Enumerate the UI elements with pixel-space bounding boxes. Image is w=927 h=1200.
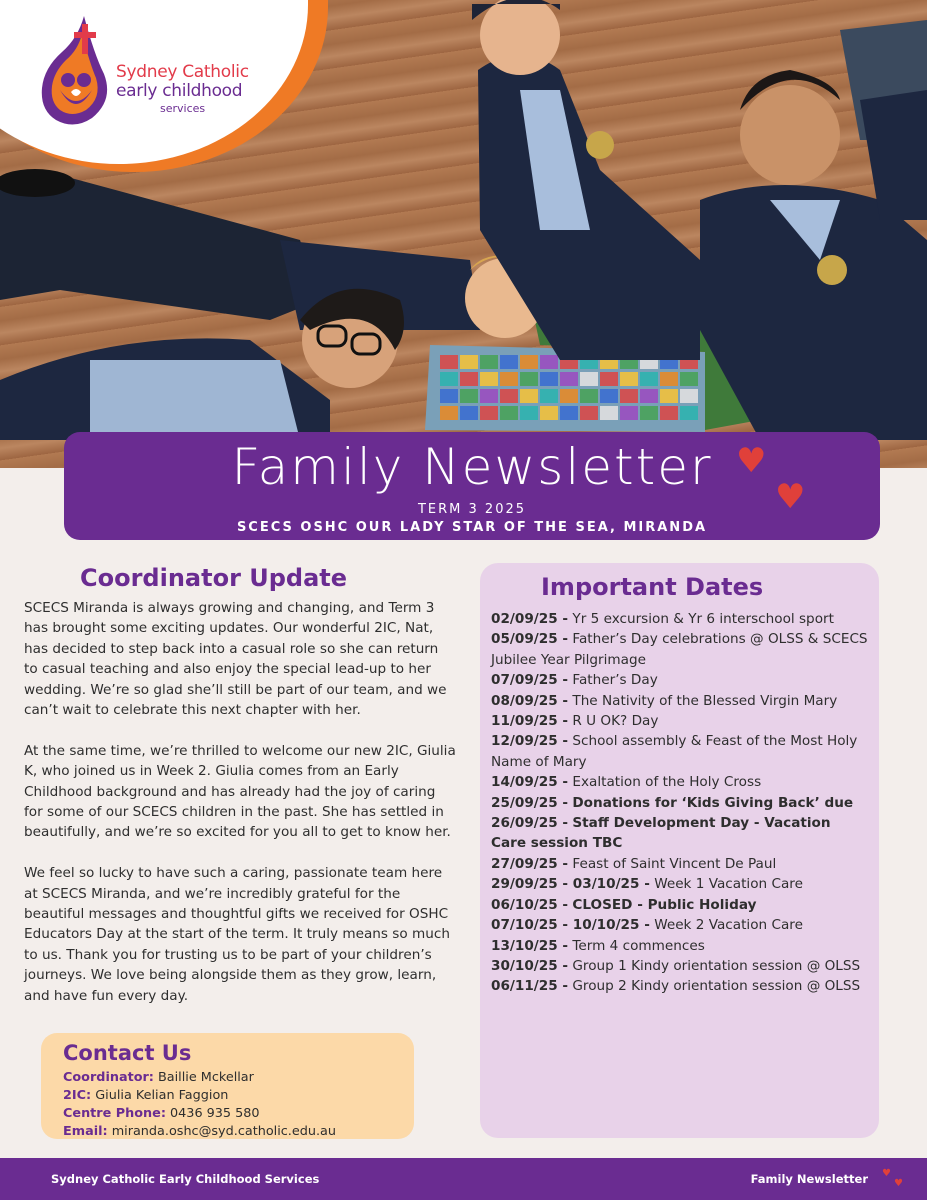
important-dates-heading: Important Dates [541, 573, 764, 601]
contact-label: Coordinator: [63, 1070, 154, 1085]
date-description: The Nativity of the Blessed Virgin Mary [572, 692, 838, 709]
heart-icon: ♥ [736, 441, 767, 481]
brand-wordmark [116, 64, 249, 114]
date-item [491, 813, 869, 854]
contact-value: Giulia Kelian Faggion [95, 1088, 229, 1103]
newsletter-title: Family Newsletter [231, 438, 713, 496]
date-value: 02/09/25 - [491, 611, 569, 627]
date-item [491, 915, 869, 935]
date-description: School assembly & Feast of the Most Holy Name of Mary [491, 733, 858, 770]
contact-label: 2IC: [63, 1088, 92, 1103]
date-description: Yr 5 excursion & Yr 6 interschool sport [572, 611, 834, 627]
date-description: Group 1 Kindy orientation session @ OLSS [572, 957, 861, 974]
school-name: SCECS OSHC OUR LADY STAR OF THE SEA, MIRANDA [236, 520, 708, 535]
contact-email-link[interactable]: miranda.oshc@syd.catholic.edu.au [111, 1124, 337, 1139]
contact-row-email [63, 1123, 414, 1141]
date-value: 08/09/25 - [491, 692, 569, 709]
contact-heading: Contact Us [63, 1041, 192, 1065]
date-item [491, 956, 869, 976]
coordinator-paragraph: We feel so lucky to have such a caring, passionate team here at SCECS Miranda, and we’re incredibly grateful for the beautiful messages and thoughtful gifts we received for OSHC Educators Day at the start of the term. It truly means so much to us. Thank you for trusting us to be part of your children’s journeys. We love being alongside them as they grow, learn, and have fun every day. [24, 865, 450, 1004]
date-value: 11/09/25 - [491, 713, 569, 730]
date-description: Week 1 Vacation Care [654, 876, 803, 893]
contact-box [41, 1033, 414, 1139]
date-value: 14/09/25 - [491, 774, 569, 791]
date-item [491, 793, 869, 813]
date-item [491, 976, 869, 996]
date-description: Father’s Day celebrations @ OLSS & SCECS Jubilee Year Pilgrimage [491, 631, 868, 668]
date-value: 07/10/25 - 10/10/25 - [491, 917, 650, 934]
heart-icon: ♥ [775, 477, 806, 517]
date-description: Feast of Saint Vincent De Paul [572, 855, 777, 872]
date-value: 05/09/25 - [491, 631, 569, 648]
contact-row-coordinator [63, 1069, 414, 1087]
date-value: 06/10/25 - [491, 896, 569, 913]
date-description: Donations for ‘Kids Giving Back’ due [572, 794, 854, 811]
contact-phone[interactable]: 0436 935 580 [170, 1106, 260, 1121]
heart-icon: ♥ [894, 1178, 903, 1189]
date-value: 07/09/25 - [491, 672, 569, 689]
footer-publication: Family Newsletter [750, 1172, 868, 1186]
date-description: Term 4 commences [572, 937, 705, 954]
date-item [491, 772, 869, 792]
contact-row-phone [63, 1105, 414, 1123]
date-item [491, 895, 869, 915]
date-value: 12/09/25 - [491, 733, 569, 750]
date-value: 27/09/25 - [491, 855, 569, 872]
date-description: Staff Development Day - Vacation Care session TBC [491, 815, 831, 852]
date-description: Week 2 Vacation Care [654, 917, 803, 934]
date-description: R U OK? Day [572, 713, 659, 730]
date-value: 25/09/25 - [491, 794, 569, 811]
date-item [491, 609, 869, 629]
important-dates-panel [480, 563, 879, 1138]
date-value: 30/10/25 - [491, 957, 569, 974]
date-item [491, 731, 869, 772]
date-item [491, 691, 869, 711]
date-description: Exaltation of the Holy Cross [572, 774, 762, 791]
coordinator-update-body [24, 598, 456, 1026]
brand-line-1: Sydney Catholic [116, 62, 249, 82]
date-item [491, 854, 869, 874]
term-label: TERM 3 2025 [417, 502, 527, 517]
date-description: CLOSED - Public Holiday [572, 896, 757, 913]
coordinator-paragraph: SCECS Miranda is always growing and changing, and Term 3 has brought some exciting updates. Our wonderful 2IC, Nat, has decided to step back into a casual role so she can return to casual teaching and also enjoy the special lead-up to her wedding. We’re so glad she’ll still be part of our team, and we can’t wait to celebrate this next chapter with her. [24, 600, 447, 719]
contact-row-2ic [63, 1087, 414, 1105]
heart-icon: ♥ [882, 1168, 891, 1179]
important-dates-list [491, 609, 869, 997]
contact-label: Centre Phone: [63, 1106, 166, 1121]
date-item [491, 629, 869, 670]
brand-logo-icon [38, 14, 114, 130]
contact-value: Baillie Mckellar [158, 1070, 254, 1085]
coordinator-paragraph: At the same time, we’re thrilled to welcome our new 2IC, Giulia K, who joined us in Week 2. Giulia comes from an Early Childhood background and has already had the joy of caring for some of our SCECS children in the past. She has settled in beautifully, and we’re so excited for you all to get to know her. [24, 742, 456, 841]
brand-line-3: services [160, 102, 206, 115]
footer-bar [0, 1158, 927, 1200]
date-item [491, 874, 869, 894]
coordinator-update-heading: Coordinator Update [80, 564, 348, 592]
date-item [491, 711, 869, 731]
date-description: Group 2 Kindy orientation session @ OLSS [572, 978, 861, 995]
date-value: 06/11/25 - [491, 978, 569, 995]
brand-line-2: early childhood [116, 81, 243, 101]
date-value: 13/10/25 - [491, 937, 569, 954]
date-value: 26/09/25 - [491, 815, 569, 832]
date-description: Father’s Day [572, 672, 658, 689]
footer-organisation: Sydney Catholic Early Childhood Services [51, 1172, 320, 1186]
date-value: 29/09/25 - 03/10/25 - [491, 876, 650, 893]
contact-label: Email: [63, 1124, 108, 1139]
date-item [491, 936, 869, 956]
date-item [491, 670, 869, 690]
